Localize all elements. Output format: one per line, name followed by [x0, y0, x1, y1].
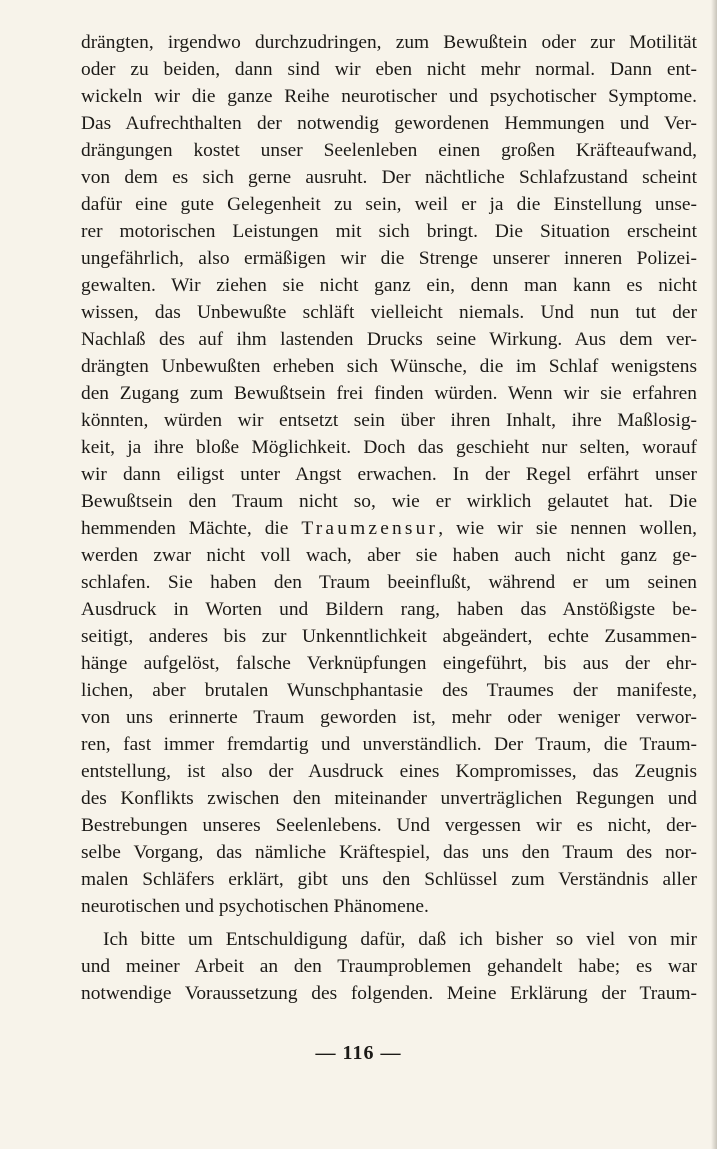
text-line: den Zugang zum Bewußtsein frei finden würden. Wenn wir sie erfahren [81, 383, 697, 404]
text-line: keit, ja ihre bloße Möglichkeit. Doch das geschieht nur selten, worauf [81, 437, 697, 458]
text-line: oder zu beiden, dann sind wir eben nicht mehr normal. Dann ent- [81, 59, 697, 80]
text-line: werden zwar nicht voll wach, aber sie haben auch nicht ganz ge- [81, 545, 697, 566]
body-text [81, 29, 697, 1007]
text-line: wissen, das Unbewußte schläft vielleicht niemals. Und nun tut der [81, 302, 697, 323]
text-line: Bestrebungen unseres Seelenlebens. Und vergessen wir es nicht, der- [81, 815, 697, 836]
text-line: dafür eine gute Gelegenheit zu sein, weil er ja die Einstellung unse- [81, 194, 697, 215]
text-line: schlafen. Sie haben den Traum beeinflußt, während er um seinen [81, 572, 697, 593]
text-line-traumzensur [81, 515, 697, 542]
text-segment: hemmenden Mächte, die [81, 518, 302, 539]
text-line: gewalten. Wir ziehen sie nicht ganz ein, denn man kann es nicht [81, 275, 697, 296]
text-line: drängten Unbewußten erheben sich Wünsche, die im Schlaf wenigstens [81, 356, 697, 377]
text-line: malen Schläfers erklärt, gibt uns den Schlüssel zum Verständnis aller [81, 869, 697, 890]
text-line: und meiner Arbeit an den Traumproblemen gehandelt habe; es war [81, 956, 697, 977]
page-number: — 116 — [315, 1042, 402, 1064]
text-line: notwendige Voraussetzung des folgenden. Meine Erklärung der Traum- [81, 983, 697, 1004]
text-line: seitigt, anderes bis zur Unkenntlichkeit abgeändert, echte Zusammen- [81, 626, 697, 647]
text-line: des Konflikts zwischen den miteinander unverträglichen Regungen und [81, 788, 697, 809]
text-line: Bewußtsein den Traum nicht so, wie er wirklich gelautet hat. Die [81, 491, 697, 512]
text-line: neurotischen und psychotischen Phänomene. [81, 896, 429, 917]
text-line: Das Aufrechthalten der notwendig gewordenen Hemmungen und Ver- [81, 113, 697, 134]
text-line: von uns erinnerte Traum geworden ist, mehr oder weniger verwor- [81, 707, 697, 728]
text-line: Ausdruck in Worten und Bildern rang, haben das Anstößigste be- [81, 599, 697, 620]
text-line: rer motorischen Leistungen mit sich bringt. Die Situation erscheint [81, 221, 697, 242]
text-line: drängungen kostet unser Seelenleben einen großen Kräfteaufwand, [81, 140, 697, 161]
text-line: hänge aufgelöst, falsche Verknüpfungen eingeführt, bis aus der ehr- [81, 653, 697, 674]
text-line: ren, fast immer fremdartig und unverständlich. Der Traum, die Traum- [81, 734, 697, 755]
text-line: drängten, irgendwo durchzudringen, zum Bewußtein oder zur Motilität [81, 32, 697, 53]
text-line: lichen, aber brutalen Wunschphantasie des Traumes der manifeste, [81, 680, 697, 701]
text-line: entstellung, ist also der Ausdruck eines Kompromisses, das Zeugnis [81, 761, 697, 782]
page-edge-shadow [711, 0, 717, 1149]
spaced-term: Traumzensur [301, 518, 439, 539]
text-line: Nachlaß des auf ihm lastenden Drucks seine Wirkung. Aus dem ver- [81, 329, 697, 350]
text-line: selbe Vorgang, das nämliche Kräftespiel, das uns den Traum des nor- [81, 842, 697, 863]
text-line: könnten, würden wir entsetzt sein über ihren Inhalt, ihre Maßlosig- [81, 410, 697, 431]
text-line: von dem es sich gerne ausruht. Der nächtliche Schlafzustand scheint [81, 167, 697, 188]
text-line: ungefährlich, also ermäßigen wir die Strenge unserer inneren Polizei- [81, 248, 697, 269]
text-line: wir dann eiligst unter Angst erwachen. In der Regel erfährt unser [81, 464, 697, 485]
text-line: wickeln wir die ganze Reihe neurotischer und psychotischer Symptome. [81, 86, 697, 107]
paragraph-start: Ich bitte um Entschuldigung dafür, daß ich bisher so viel von mir [103, 929, 697, 950]
text-segment: , wie wir sie nennen wollen, [438, 518, 697, 539]
